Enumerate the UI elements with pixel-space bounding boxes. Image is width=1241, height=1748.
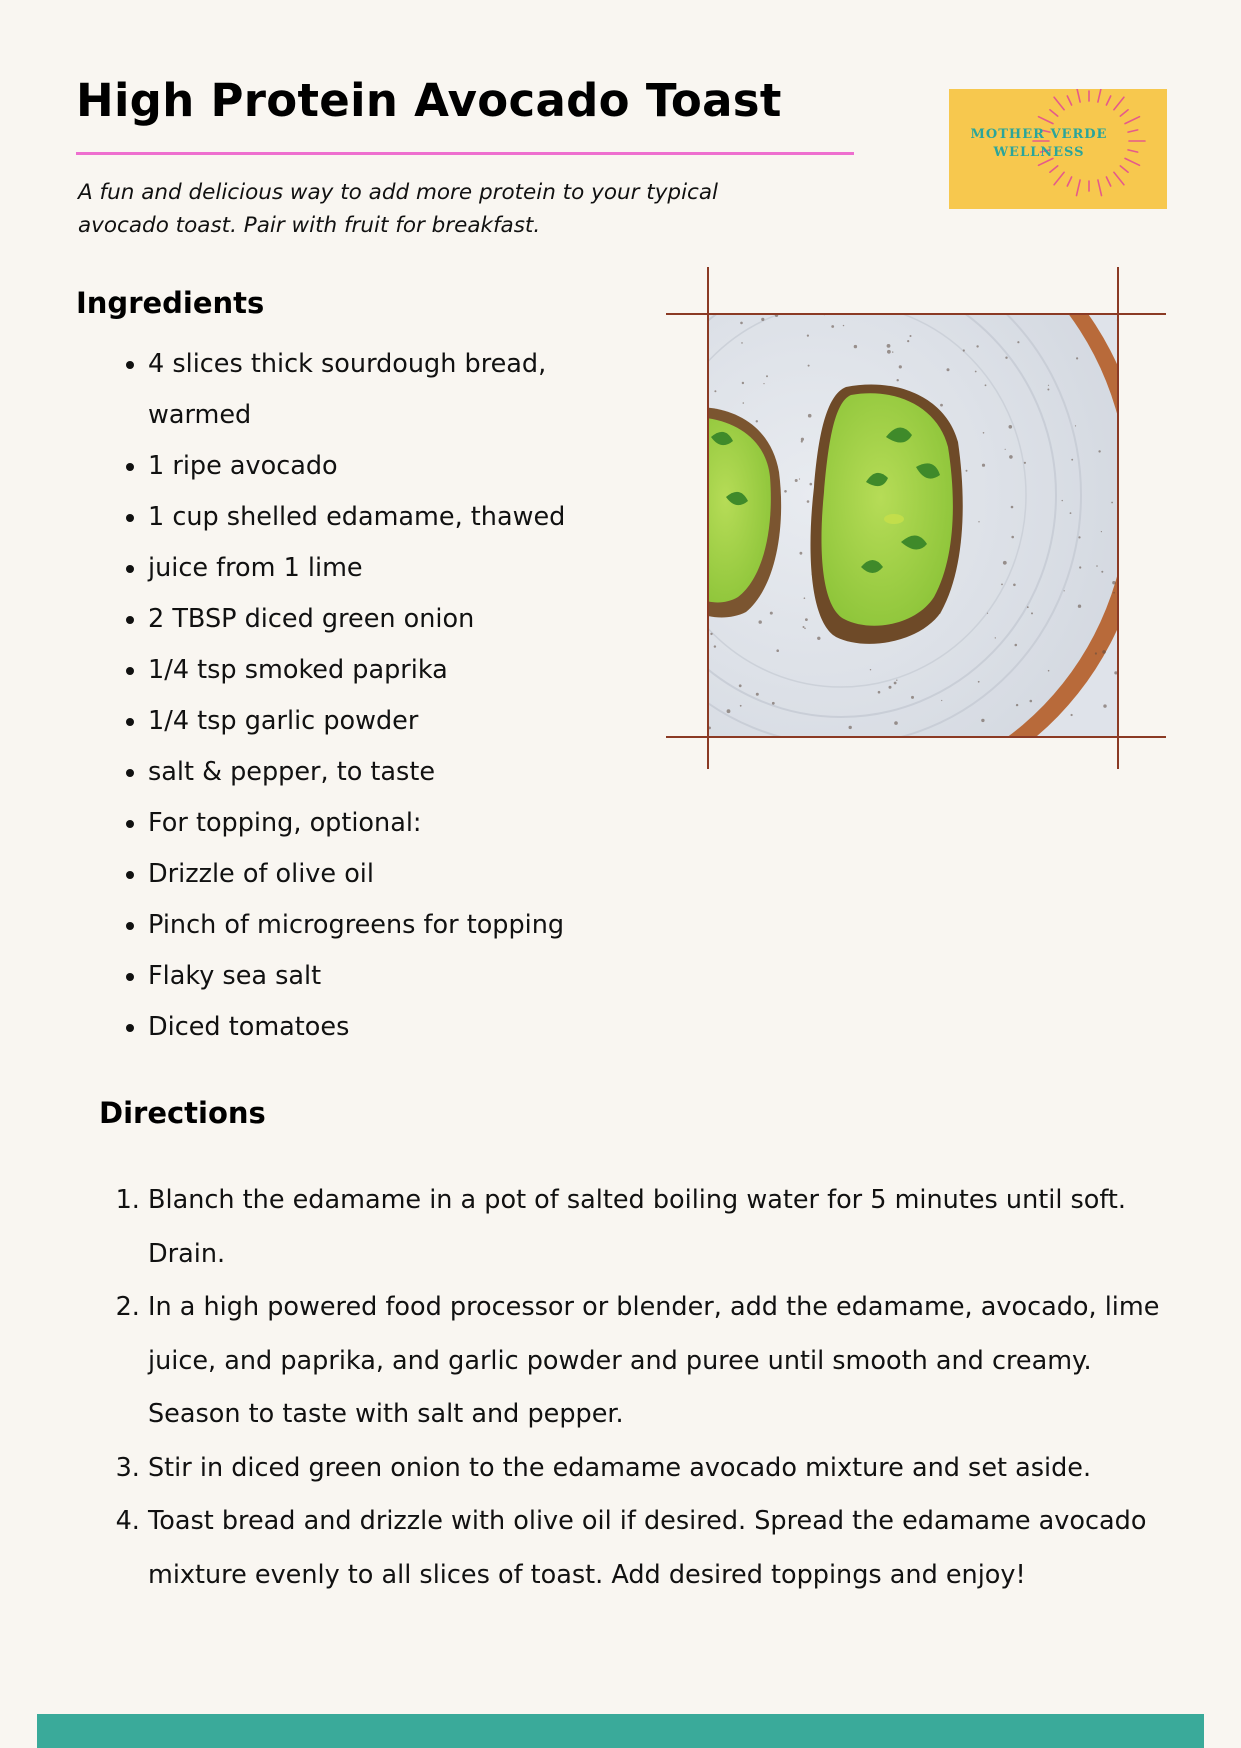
ingredient-item: • juice from 1 lime: [148, 543, 648, 594]
brand-logo: [949, 89, 1167, 209]
ingredient-item: • For topping, optional:: [148, 798, 648, 849]
ingredient-item: • 1 cup shelled edamame, thawed: [148, 492, 648, 543]
ingredient-item: • Diced tomatoes: [148, 1002, 648, 1053]
ingredient-item: • 1/4 tsp garlic powder: [148, 696, 648, 747]
direction-step: 4. Toast bread and drizzle with olive oil if desired. Spread the edamame avocado mixture evenly to all slices of toast. Add desired toppings and enjoy!: [148, 1495, 1168, 1602]
direction-step: 2. In a high powered food processor or blender, add the edamame, avocado, lime juice, and paprika, and garlic powder and puree until smooth and creamy. Season to taste with salt and pepper.: [148, 1281, 1168, 1442]
ingredient-item: • Flaky sea salt: [148, 951, 648, 1002]
avocado-toast-photo: [666, 267, 1166, 769]
directions-heading: Directions: [99, 1096, 266, 1130]
ingredient-item: • Pinch of microgreens for topping: [148, 900, 648, 951]
ingredient-item: • 4 slices thick sourdough bread, warmed: [148, 339, 648, 441]
title-underline: [76, 152, 854, 155]
ingredient-item: • Drizzle of olive oil: [148, 849, 648, 900]
logo-line-1: MOTHER VERDE: [970, 127, 1108, 142]
ingredient-item: • 2 TBSP diced green onion: [148, 594, 648, 645]
ingredients-list: [100, 339, 648, 1053]
ingredient-item: • 1/4 tsp smoked paprika: [148, 645, 648, 696]
direction-step: 1. Blanch the edamame in a pot of salted boiling water for 5 minutes until soft. Drain.: [148, 1174, 1168, 1281]
directions-list: [108, 1174, 1168, 1602]
photo-illustration: [666, 267, 1166, 769]
recipe-subtitle: A fun and delicious way to add more protein to your typical avocado toast. Pair with fruit for breakfast.: [78, 180, 719, 238]
ingredient-item: • 1 ripe avocado: [148, 441, 648, 492]
direction-step: 3. Stir in diced green onion to the edamame avocado mixture and set aside.: [148, 1442, 1168, 1496]
logo-text: [969, 126, 1109, 162]
ingredients-heading: Ingredients: [76, 286, 265, 320]
footer-bar: [37, 1714, 1204, 1748]
logo-line-2: WELLNESS: [993, 145, 1085, 160]
recipe-title: High Protein Avocado Toast: [76, 74, 782, 127]
ingredient-item: • salt & pepper, to taste: [148, 747, 648, 798]
